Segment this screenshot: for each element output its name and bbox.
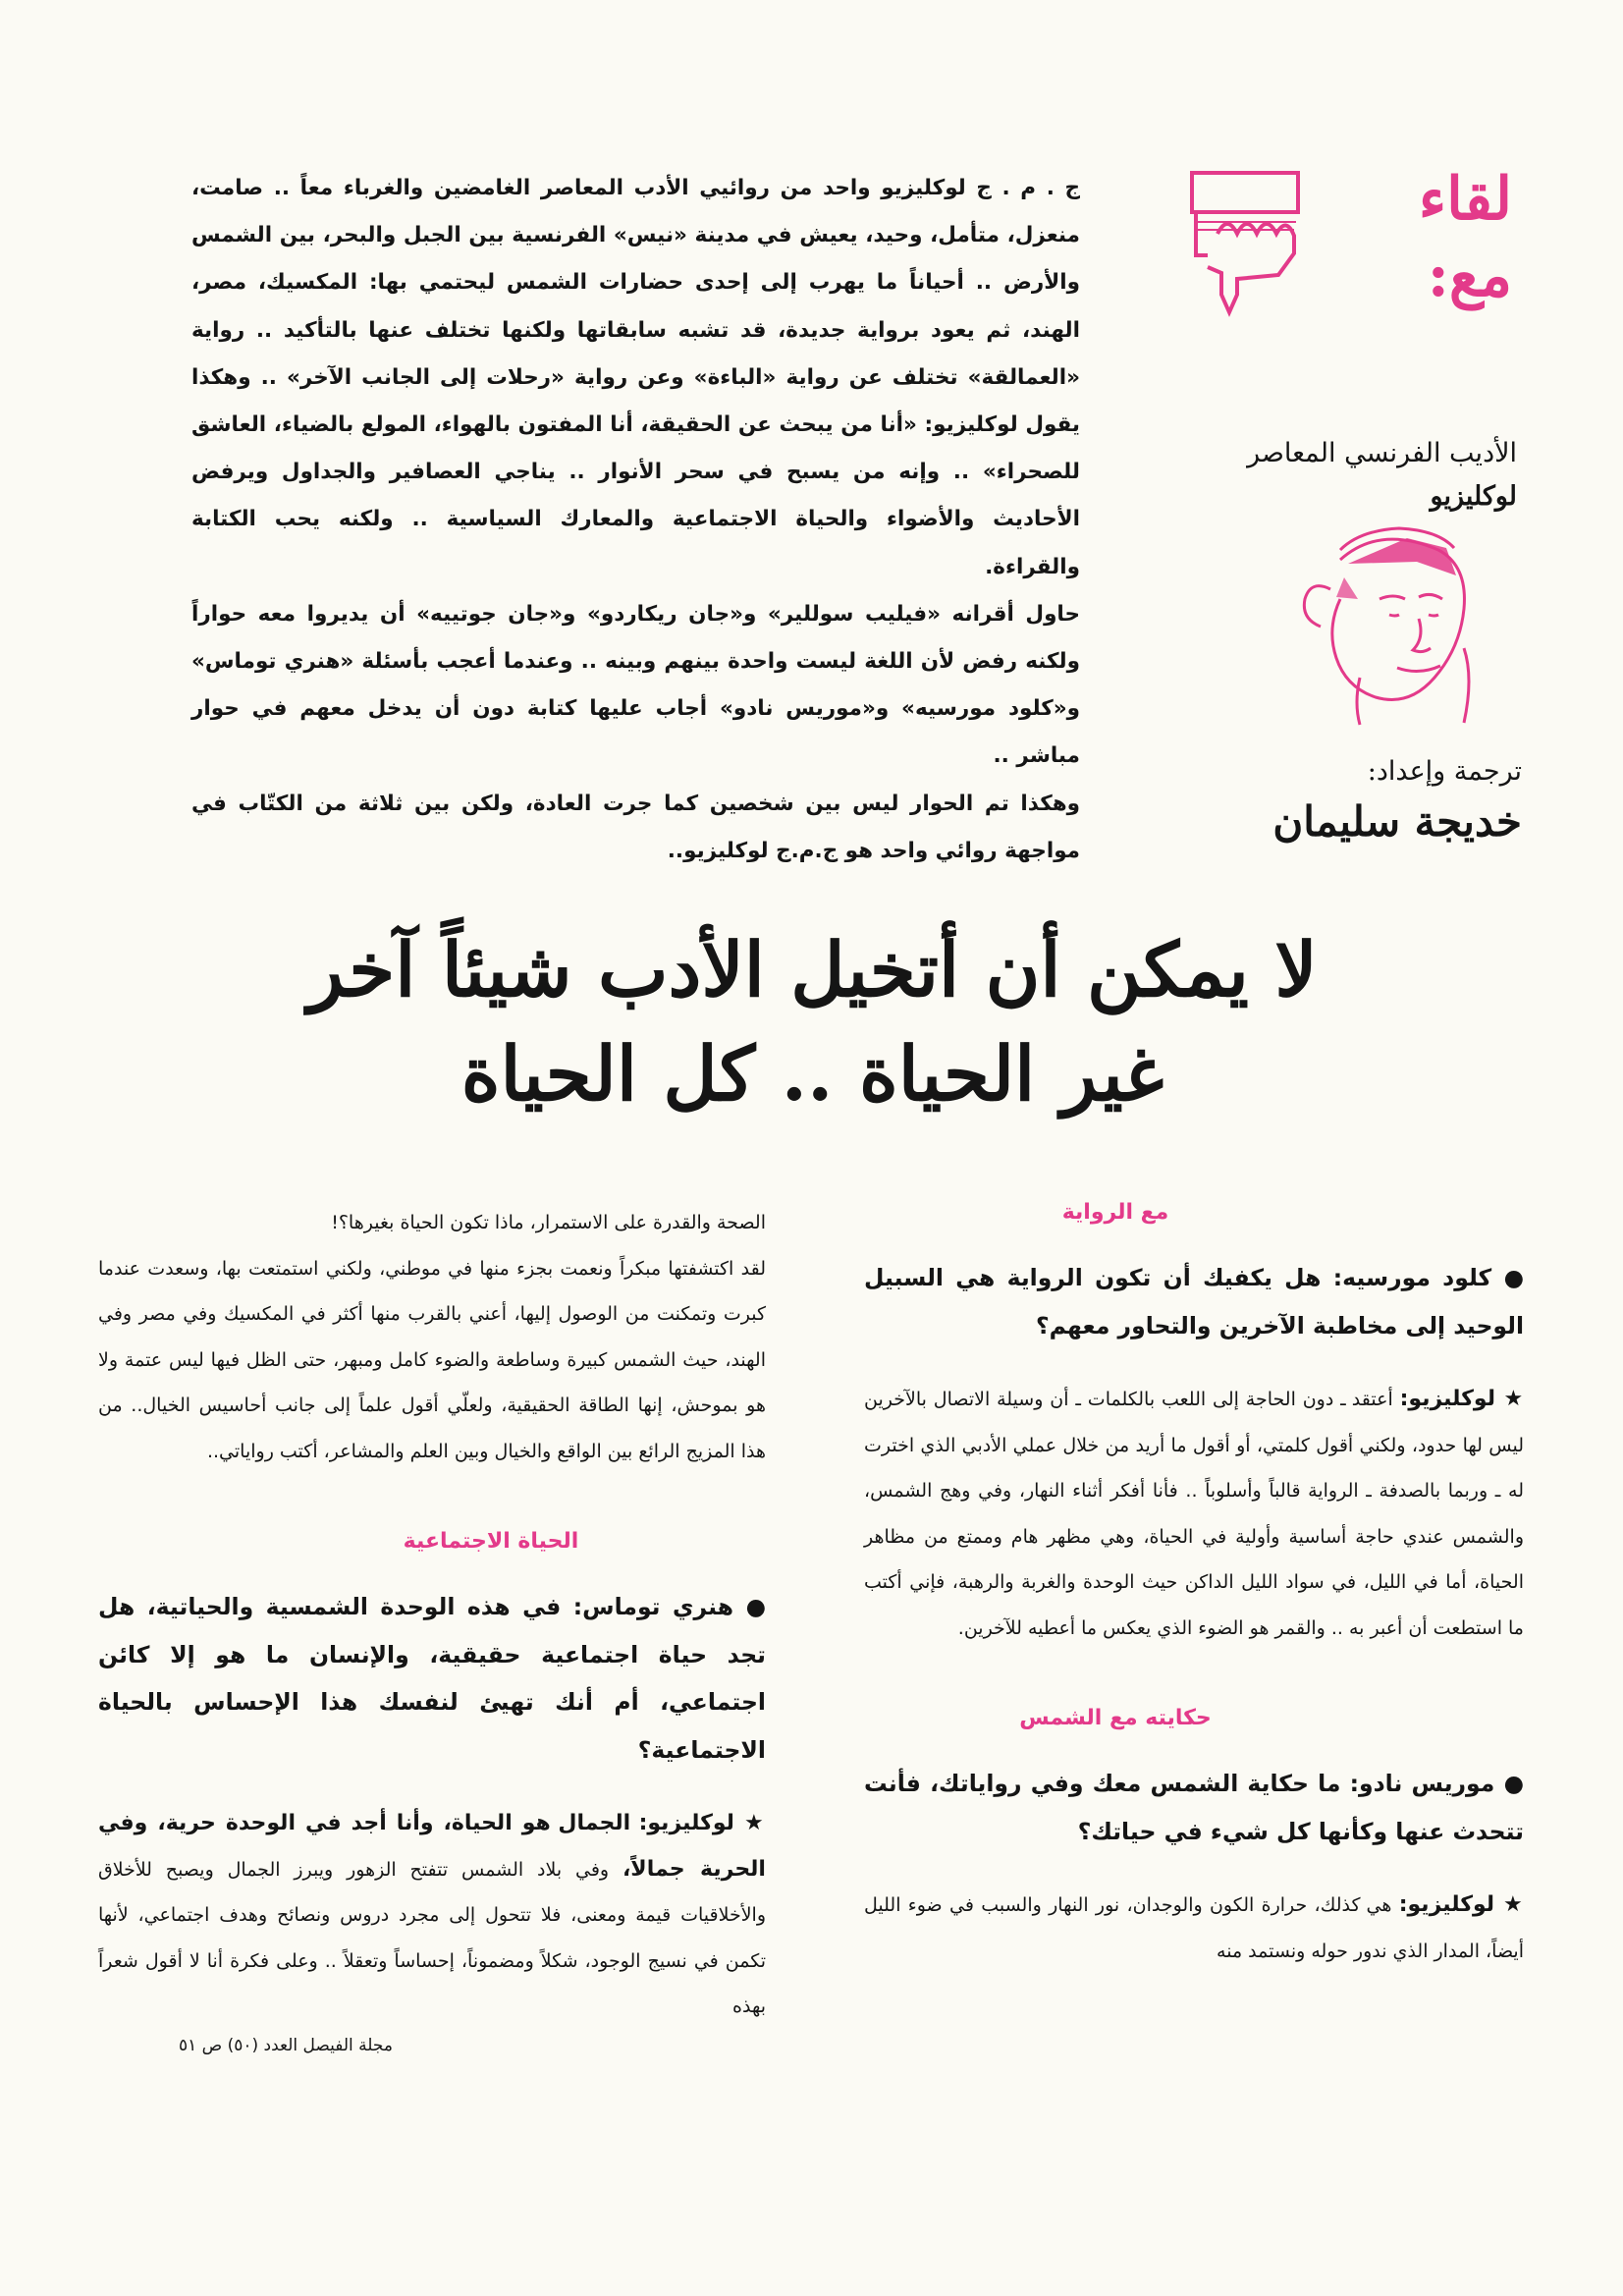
intro-block <box>191 165 1080 875</box>
left-paragraph-1: الصحة والقدرة على الاستمرار، ماذا تكون الحياة بغيرها؟! <box>331 1212 766 1233</box>
translation-credit <box>1208 751 1522 851</box>
answer-text: أعتقد ـ دون الحاجة إلى اللعب بالكلمات ـ أن وسيلة الاتصال بالآخرين ليس لها حدود، ولكني أقول كلمتي، أو أقول ما أريد من خلال عملي الأدبي الذي اخترت له ـ وربما بالصدفة ـ الرواية قالباً وأسلوباً .. فأنا أفكر أثناء النهار، وفي وهج الشمس، والشمس عندي حاجة أساسية وأولية في الحياة، وهي مظهر هام وممتع من مظاهر الحياة، أما في الليل، في سواد الليل الداكن حيث الوحدة والغربة والرهبة، فإني أكتب ما استطعت أن أعبر به .. والقمر هو الضوء الذي يعكس ما أعطيه للآخرين. <box>864 1389 1524 1639</box>
question-maurice-nadeau: ● موريس نادو: ما حكاية الشمس معك وفي رواياتك، فأنت تتحدث عنها وكأنها كل شيء في حياتك؟ <box>864 1770 1524 1845</box>
left-paragraph-2: لقد اكتشفتها مبكراً ونعمت بجزء منها في موطني، ولكني استمتعت بها، وسعدت عندما كبرت وتمكنت من الوصول إليها، أعني بالقرب منها أكثر في المكسيك وفي مصر وفي الهند، حيث الشمس كبيرة وساطعة والضوء كامل ومبهر، حتى الظل فيها ليس عتمة ولا هو بموحش، إنها الطاقة الحقيقية، ولعلّي أقول علماً إلى جانب أحاسيس الخيال.. من هذا المزيج الرائع بين الواقع والخيال وبين العلم والمشاعر، أكتب رواياتي.. <box>98 1257 766 1462</box>
answer-le-clezio-3 <box>98 1801 766 2030</box>
section-heading-social-life: الحياة الاجتماعية <box>403 1529 579 1554</box>
question-claude-morsiy: ● كلود مورسيه: هل يكفيك أن تكون الرواية هي السبيل الوحيد إلى مخاطبة الآخرين والتحاور معهم؟ <box>864 1264 1524 1339</box>
intro-paragraph-2: حاول أقرانه «فيليب سوللير» و«جان ريكاردو» و«جان جوتييه» أن يديروا معه حواراً ولكنه رفض لأن اللغة ليست واحدة بينهم وبينه .. وعندما أعجب بأسئلة «هنري توماس» و«كلود مورسيه» و«موريس نادو» أجاب عليها كتابة دون أن يدخل معهم في حوار مباشر .. <box>191 601 1080 769</box>
rubric-word-liqa: لقاء <box>1418 165 1512 234</box>
answer-speaker: ★ لوكليزيو: <box>1399 1387 1524 1411</box>
answer-speaker: ★ لوكليزيو: <box>638 1811 767 1835</box>
credit-name: خديجة سليمان <box>1272 797 1522 846</box>
author-caption <box>1217 432 1517 519</box>
author-caption-line1: الأديب الفرنسي المعاصر <box>1247 438 1517 468</box>
rubric-word-maa: مع: <box>1427 242 1512 310</box>
question-henri-thomas: ● هنري توماس: في هذه الوحدة الشمسية والحياتية، هل تجد حياة اجتماعية حقيقية، والإنسان ما هو إلا كائن اجتماعي، أم أنك تهيئ لنفسك هذا الإحساس بالحياة الاجتماعية؟ <box>98 1593 766 1764</box>
intro-paragraph-1: ج . م . ج لوكليزيو واحد من روائيي الأدب المعاصر الغامضين والغرباء معاً .. صامت، منعزل، متأمل، وحيد، يعيش في مدينة «نيس» الفرنسية بين الجبل والبحر، بين الشمس والأرض .. أحياناً ما يهرب إلى إحدى حضارات الشمس ليحتمي بها: المكسيك، مصر، الهند، ثم يعود برواية جديدة، قد تشبه سابقاتها ولكنها تختلف عنها بالتأكيد .. رواية «العمالقة» تختلف عن رواية «الباءة» وعن رواية «رحلات إلى الجانب الآخر» .. وهكذا يقول لوكليزيو: «أنا من يبحث عن الحقيقة، أنا المفتون بالهواء، المولع بالضياء، العاشق للصحراء» .. وإنه من يسبح في سحر الأنوار .. يناجي العصافير والجداول ويرفض الأحاديث والأضواء والحياة الاجتماعية والمعارك السياسية .. ولكنه يحب الكتابة والقراءة. <box>191 176 1080 579</box>
answer-le-clezio-2 <box>864 1883 1524 1974</box>
answer-le-clezio-1 <box>864 1377 1524 1651</box>
credit-label: ترجمة وإعداد: <box>1367 756 1522 787</box>
section-heading-sun: حكايته مع الشمس <box>1019 1706 1212 1730</box>
answer-bold-text: الجمال هو الحياة، وأنا أجد في الوحدة حرية، وفي الحرية جمالاً، <box>98 1811 766 1882</box>
answer-speaker: ★ لوكليزيو: <box>1398 1892 1524 1917</box>
author-portrait <box>1271 520 1507 727</box>
answer-text: وفي بلاد الشمس تتفتح الزهور ويبرز الجمال ويصبح للأخلاق والأخلاقيات قيمة ومعنى، فلا تتحول إلى مجرد دروس ونصائح وهدف اجتماعي، لأنها تكمن في نسيج الوجود، شكلاً ومضموناً، إحساساً وتعقلاً .. وعلى فكرة أنا لا أقول شعراً بهذه <box>98 1858 766 2017</box>
answer-text: هي كذلك، حرارة الكون والوجدان، نور النهار والسبب في ضوء الليل أيضاً، المدار الذي ندور حوله ونستمد منه <box>864 1894 1524 1962</box>
headline-line-2: غير الحياة .. كل الحياة <box>460 1030 1164 1118</box>
section-heading-novel: مع الرواية <box>1061 1200 1169 1225</box>
interview-rubric <box>1178 165 1520 310</box>
page-footer: مجلة الفيصل العدد (٥٠) ص ٥١ <box>178 2036 393 2055</box>
left-column <box>98 1200 766 2030</box>
author-caption-line2: لوكليزيو <box>1430 481 1517 512</box>
pen-hand-icon <box>1178 165 1316 322</box>
headline-line-1: لا يمكن أن أتخيل الأدب شيئاً آخر <box>307 926 1318 1013</box>
headline <box>93 918 1532 1126</box>
intro-paragraph-3: وهكذا تم الحوار ليس بين شخصين كما جرت العادة، ولكن بين ثلاثة من الكتّاب في مواجهة روائي واحد هو ج.م.ج لوكليزيو.. <box>191 791 1080 863</box>
right-column <box>864 1200 1524 1974</box>
